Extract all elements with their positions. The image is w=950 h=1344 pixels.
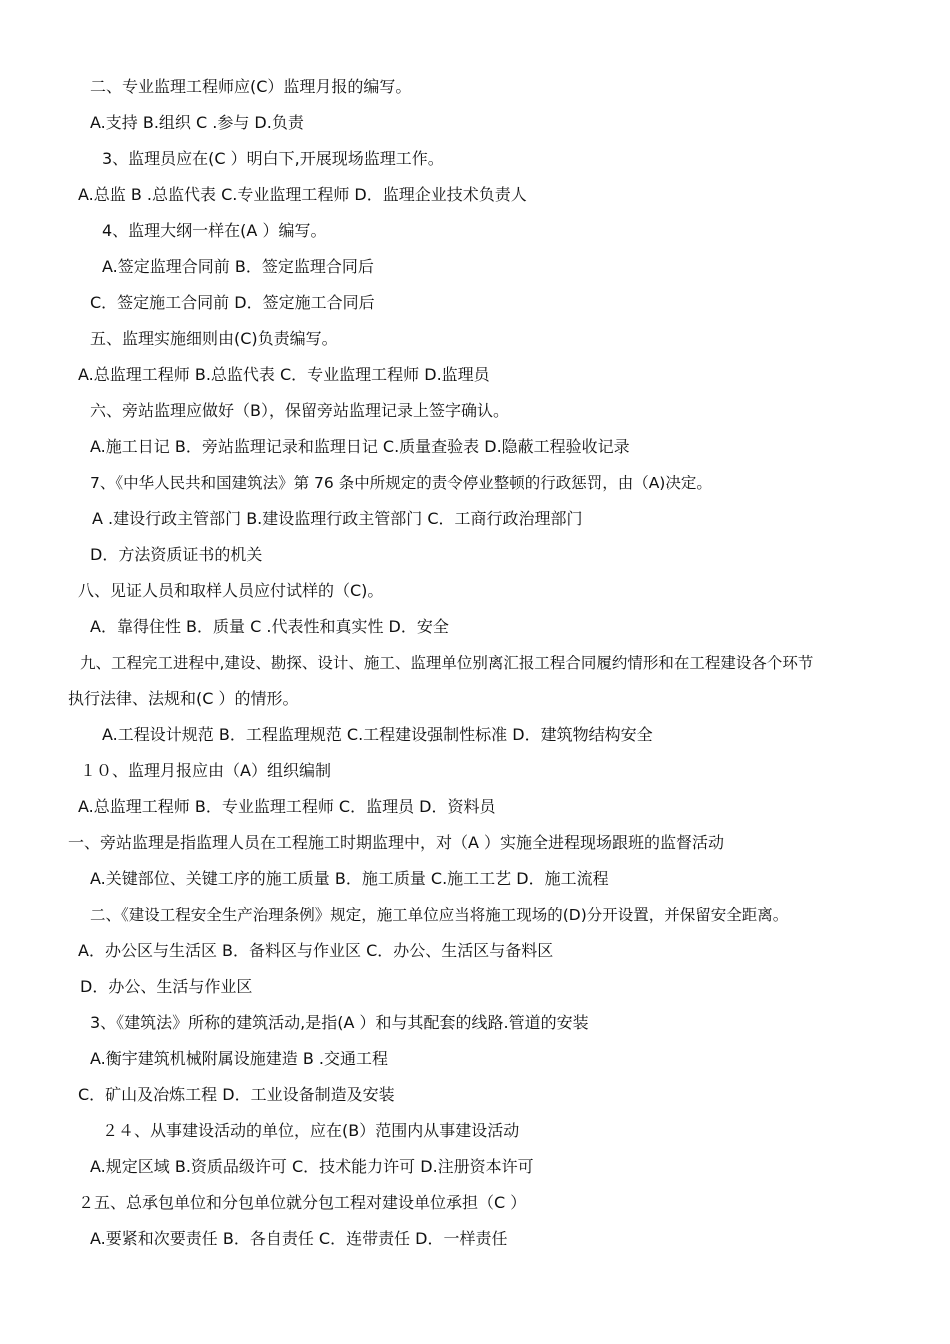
answer-options: C．签定施工合同前 D．签定施工合同后 [90, 293, 375, 312]
answer-options: D．办公、生活与作业区 [80, 977, 253, 996]
question-line: 一、旁站监理是指监理人员在工程施工时期监理中，对（A ）实施全进程现场跟班的监督活动 [68, 833, 725, 852]
answer-options: A．靠得住性 B．质量 C .代表性和真实性 D．安全 [90, 617, 449, 636]
answer-options: A.总监 B .总监代表 C.专业监理工程师 D．监理企业技术负责人 [78, 185, 527, 204]
question-line: 执行法律、法规和(C ）的情形。 [68, 689, 299, 708]
answer-options: A.签定监理合同前 B．签定监理合同后 [102, 257, 374, 276]
answer-options: A.施工日记 B．旁站监理记录和监理日记 C.质量查验表 D.隐蔽工程验收记录 [90, 437, 630, 456]
question-line: 3、《建筑法》所称的建筑活动,是指(A ）和与其配套的线路.管道的安装 [90, 1013, 589, 1032]
question-line: 六、旁站监理应做好（B），保留旁站监理记录上签字确认。 [90, 401, 509, 420]
answer-options: A.规定区域 B.资质品级许可 C．技术能力许可 D.注册资本许可 [90, 1157, 534, 1176]
answer-options: D．方法资质证书的机关 [90, 545, 263, 564]
answer-options: A.支持 B.组织 C .参与 D.负责 [90, 113, 304, 132]
question-line: １０、监理月报应由（A）组织编制 [80, 761, 331, 780]
answer-options: A.工程设计规范 B．工程监理规范 C.工程建设强制性标准 D．建筑物结构安全 [102, 725, 653, 744]
answer-options: A.总监理工程师 B.总监代表 C．专业监理工程师 D.监理员 [78, 365, 490, 384]
answer-options: A.关键部位、关键工序的施工质量 B．施工质量 C.施工工艺 D．施工流程 [90, 869, 609, 888]
question-line: ２五、总承包单位和分包单位就分包工程对建设单位承担（C ） [78, 1193, 527, 1212]
question-line: 二、专业监理工程师应(C）监理月报的编写。 [90, 77, 412, 96]
answer-options: A .建设行政主管部门 B.建设监理行政主管部门 C．工商行政治理部门 [92, 509, 583, 528]
answer-options: A.总监理工程师 B．专业监理工程师 C．监理员 D．资料员 [78, 797, 496, 816]
question-line: 九、工程完工进程中,建设、勘探、设计、施工、监理单位别离汇报工程合同履约情形和在工程建设各个环节 [80, 654, 814, 672]
question-line: 八、见证人员和取样人员应付试样的（C)。 [78, 581, 384, 600]
question-line: 7、《中华人民共和国建筑法》第 76 条中所规定的责令停业整顿的行政惩罚，由（A)决定。 [90, 474, 712, 492]
answer-options: C．矿山及冶炼工程 D．工业设备制造及安装 [78, 1085, 395, 1104]
question-line: ２４、从事建设活动的单位，应在(B）范围内从事建设活动 [102, 1121, 520, 1140]
answer-options: A.要紧和次要责任 B．各自责任 C．连带责任 D．一样责任 [90, 1229, 508, 1248]
question-line: 3、监理员应在(C ）明白下,开展现场监理工作。 [102, 149, 444, 168]
question-line: 五、监理实施细则由(C)负责编写。 [90, 329, 338, 348]
answer-options: A.衡宇建筑机械附属设施建造 B .交通工程 [90, 1049, 388, 1068]
question-line: 二、《建设工程安全生产治理条例》规定，施工单位应当将施工现场的(D)分开设置，并保留安全距离。 [90, 906, 789, 924]
answer-options: A．办公区与生活区 B．备料区与作业区 C．办公、生活区与备料区 [78, 941, 554, 960]
question-line: 4、监理大纲一样在(A ）编写。 [102, 221, 327, 240]
